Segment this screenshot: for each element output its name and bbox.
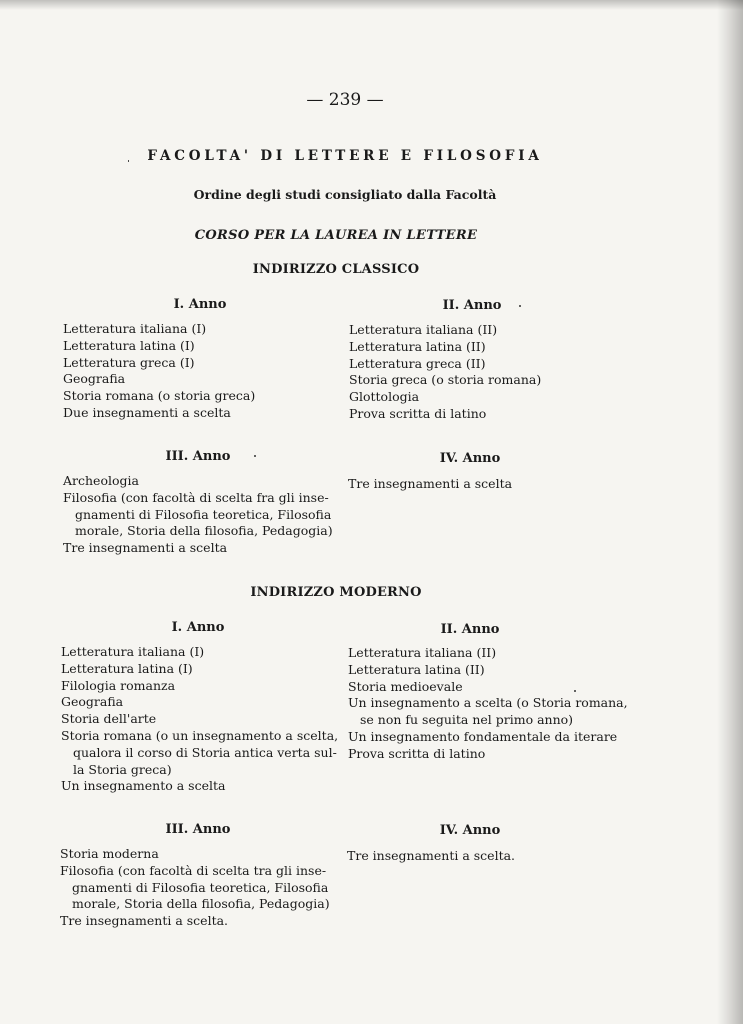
section-title-classico: INDIRIZZO CLASSICO (252, 262, 420, 277)
list-item: Filosofia (con facoltà di scelta fra gli inse- (63, 489, 329, 505)
page-top-shadow (0, 0, 743, 10)
list-item: qualora il corso di Storia antica verta sul- (73, 744, 337, 760)
year-heading-classico-4: IV. Anno (439, 451, 501, 466)
list-item: gnamenti di Filosofia teoretica, Filosofia (75, 506, 332, 522)
scan-speck (519, 305, 521, 307)
course-list-moderno-3 (60, 846, 330, 930)
scan-speck (574, 690, 576, 692)
course-list-moderno-4 (347, 848, 515, 865)
list-item: Letteratura italiana (II) (348, 645, 497, 660)
list-item: Filosofia (con facoltà di scelta tra gli inse- (60, 862, 327, 878)
list-item: Tre insegnamenti a scelta. (60, 913, 229, 929)
list-item: Un insegnamento a scelta (o Storia romana, (348, 695, 628, 711)
page-binding-shadow (717, 0, 743, 1024)
scan-speck (254, 455, 256, 457)
year-heading-classico-2: II. Anno (442, 298, 502, 313)
course-list-classico-2 (349, 322, 541, 423)
year-heading-moderno-3: III. Anno (165, 822, 231, 837)
list-item: Letteratura italiana (I) (61, 644, 205, 659)
course-list-classico-3 (63, 473, 333, 557)
list-item: Tre insegnamenti a scelta. (347, 848, 516, 863)
list-item: Filologia romanza (61, 677, 176, 693)
list-item: Letteratura greca (II) (349, 355, 486, 371)
year-heading-classico-1: I. Anno (173, 297, 227, 312)
list-item: se non fu seguita nel primo anno) (360, 712, 574, 728)
list-item: gnamenti di Filosofia teoretica, Filosofia (72, 879, 329, 895)
list-item: Prova scritta di latino (348, 745, 486, 761)
list-item: Letteratura latina (I) (63, 337, 195, 353)
list-item: Tre insegnamenti a scelta (348, 476, 513, 491)
list-item: Letteratura latina (II) (348, 661, 485, 677)
list-item: Letteratura italiana (II) (349, 322, 498, 337)
list-item: Un insegnamento a scelta (61, 778, 226, 794)
year-heading-moderno-4: IV. Anno (439, 823, 501, 838)
section-title-moderno: INDIRIZZO MODERNO (250, 585, 422, 600)
list-item: Prova scritta di latino (349, 405, 487, 421)
year-heading-moderno-2: II. Anno (440, 622, 500, 637)
list-item: Due insegnamenti a scelta (63, 404, 231, 420)
list-item: morale, Storia della filosofia, Pedagogia) (72, 896, 330, 912)
year-heading-classico-3: III. Anno (165, 449, 231, 464)
page-number: — 239 — (306, 90, 384, 110)
course-list-moderno-1 (61, 644, 338, 795)
list-item: Storia greca (o storia romana) (349, 372, 542, 388)
list-item: Letteratura greca (I) (63, 354, 195, 370)
year-heading-moderno-1: I. Anno (171, 620, 225, 635)
list-item: Letteratura italiana (I) (63, 321, 207, 336)
list-item: Storia romana (o storia greca) (63, 388, 256, 404)
subtitle: Ordine degli studi consigliato dalla Facoltà (193, 187, 497, 202)
faculty-title: FACOLTA' DI LETTERE E FILOSOFIA (147, 148, 543, 164)
course-title: CORSO PER LA LAUREA IN LETTERE (194, 228, 478, 243)
course-list-moderno-2 (348, 645, 628, 763)
list-item: Storia moderna (60, 846, 159, 861)
list-item: Un insegnamento fondamentale da iterare (348, 728, 618, 744)
list-item: morale, Storia della filosofia, Pedagogia) (75, 523, 333, 539)
list-item: Storia dell'arte (61, 711, 157, 727)
course-list-classico-4 (348, 476, 512, 493)
course-list-classico-1 (63, 321, 255, 422)
list-item: Tre insegnamenti a scelta (63, 540, 228, 556)
list-item: Letteratura latina (I) (61, 660, 193, 676)
list-item: Letteratura latina (II) (349, 338, 486, 354)
list-item: Archeologia (63, 473, 139, 488)
list-item: Geografia (61, 694, 124, 710)
scan-speck (128, 160, 129, 162)
list-item: Geografia (63, 371, 126, 387)
list-item: la Storia greca) (73, 761, 172, 777)
list-item: Glottologia (349, 389, 420, 405)
list-item: Storia medioevale (348, 678, 463, 694)
list-item: Storia romana (o un insegnamento a scelta, (61, 727, 339, 743)
